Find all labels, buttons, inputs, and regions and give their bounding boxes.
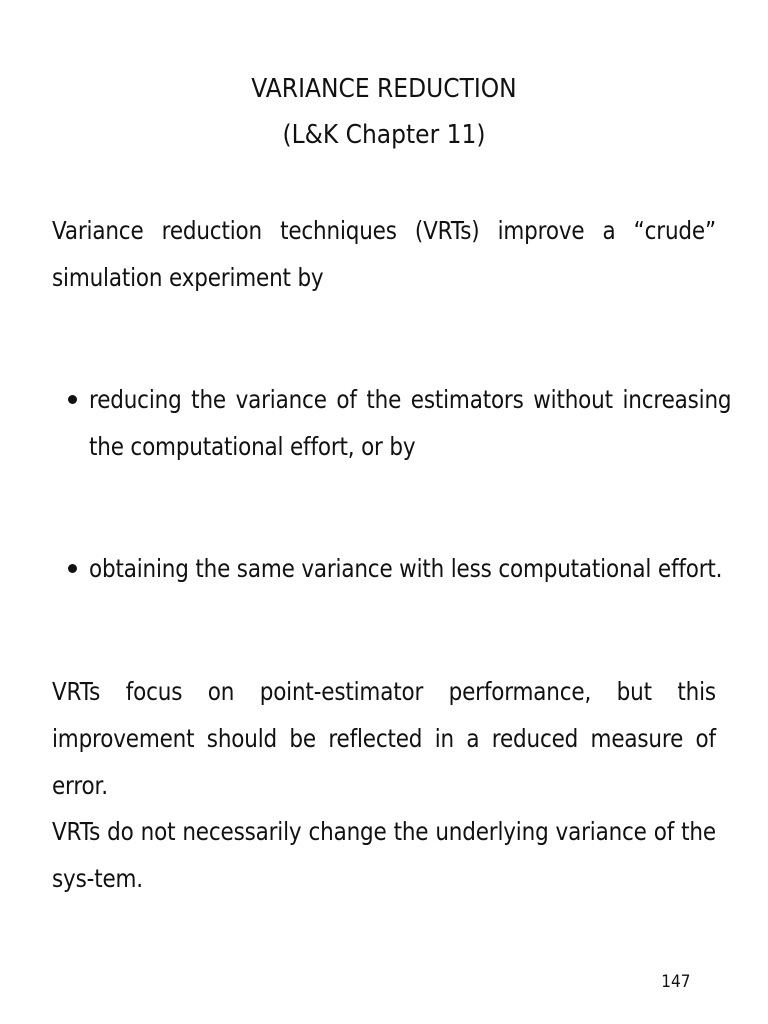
title-line-chapter: (L&K Chapter 11) xyxy=(282,120,486,150)
bullet-text: reducing the variance of the estimators without increasing the computational effort, or by xyxy=(89,385,732,461)
slide-title xyxy=(0,66,768,158)
variance-paragraph: VRTs do not necessarily change the underlying variance of the sys-tem. xyxy=(52,817,716,893)
focus-paragraph: VRTs focus on point-estimator performance, but this improvement should be reflected in a reduced measure of error. xyxy=(52,677,716,800)
title-line-main: VARIANCE REDUCTION xyxy=(251,74,517,104)
page-number: 147 xyxy=(660,972,690,992)
bullet-dot-icon xyxy=(68,395,77,404)
bullet-text: obtaining the same variance with less computational effort. xyxy=(89,554,723,583)
intro-paragraph: Variance reduction techniques (VRTs) improve a “crude” simulation experiment by xyxy=(52,216,716,292)
bullet-dot-icon xyxy=(68,564,77,573)
